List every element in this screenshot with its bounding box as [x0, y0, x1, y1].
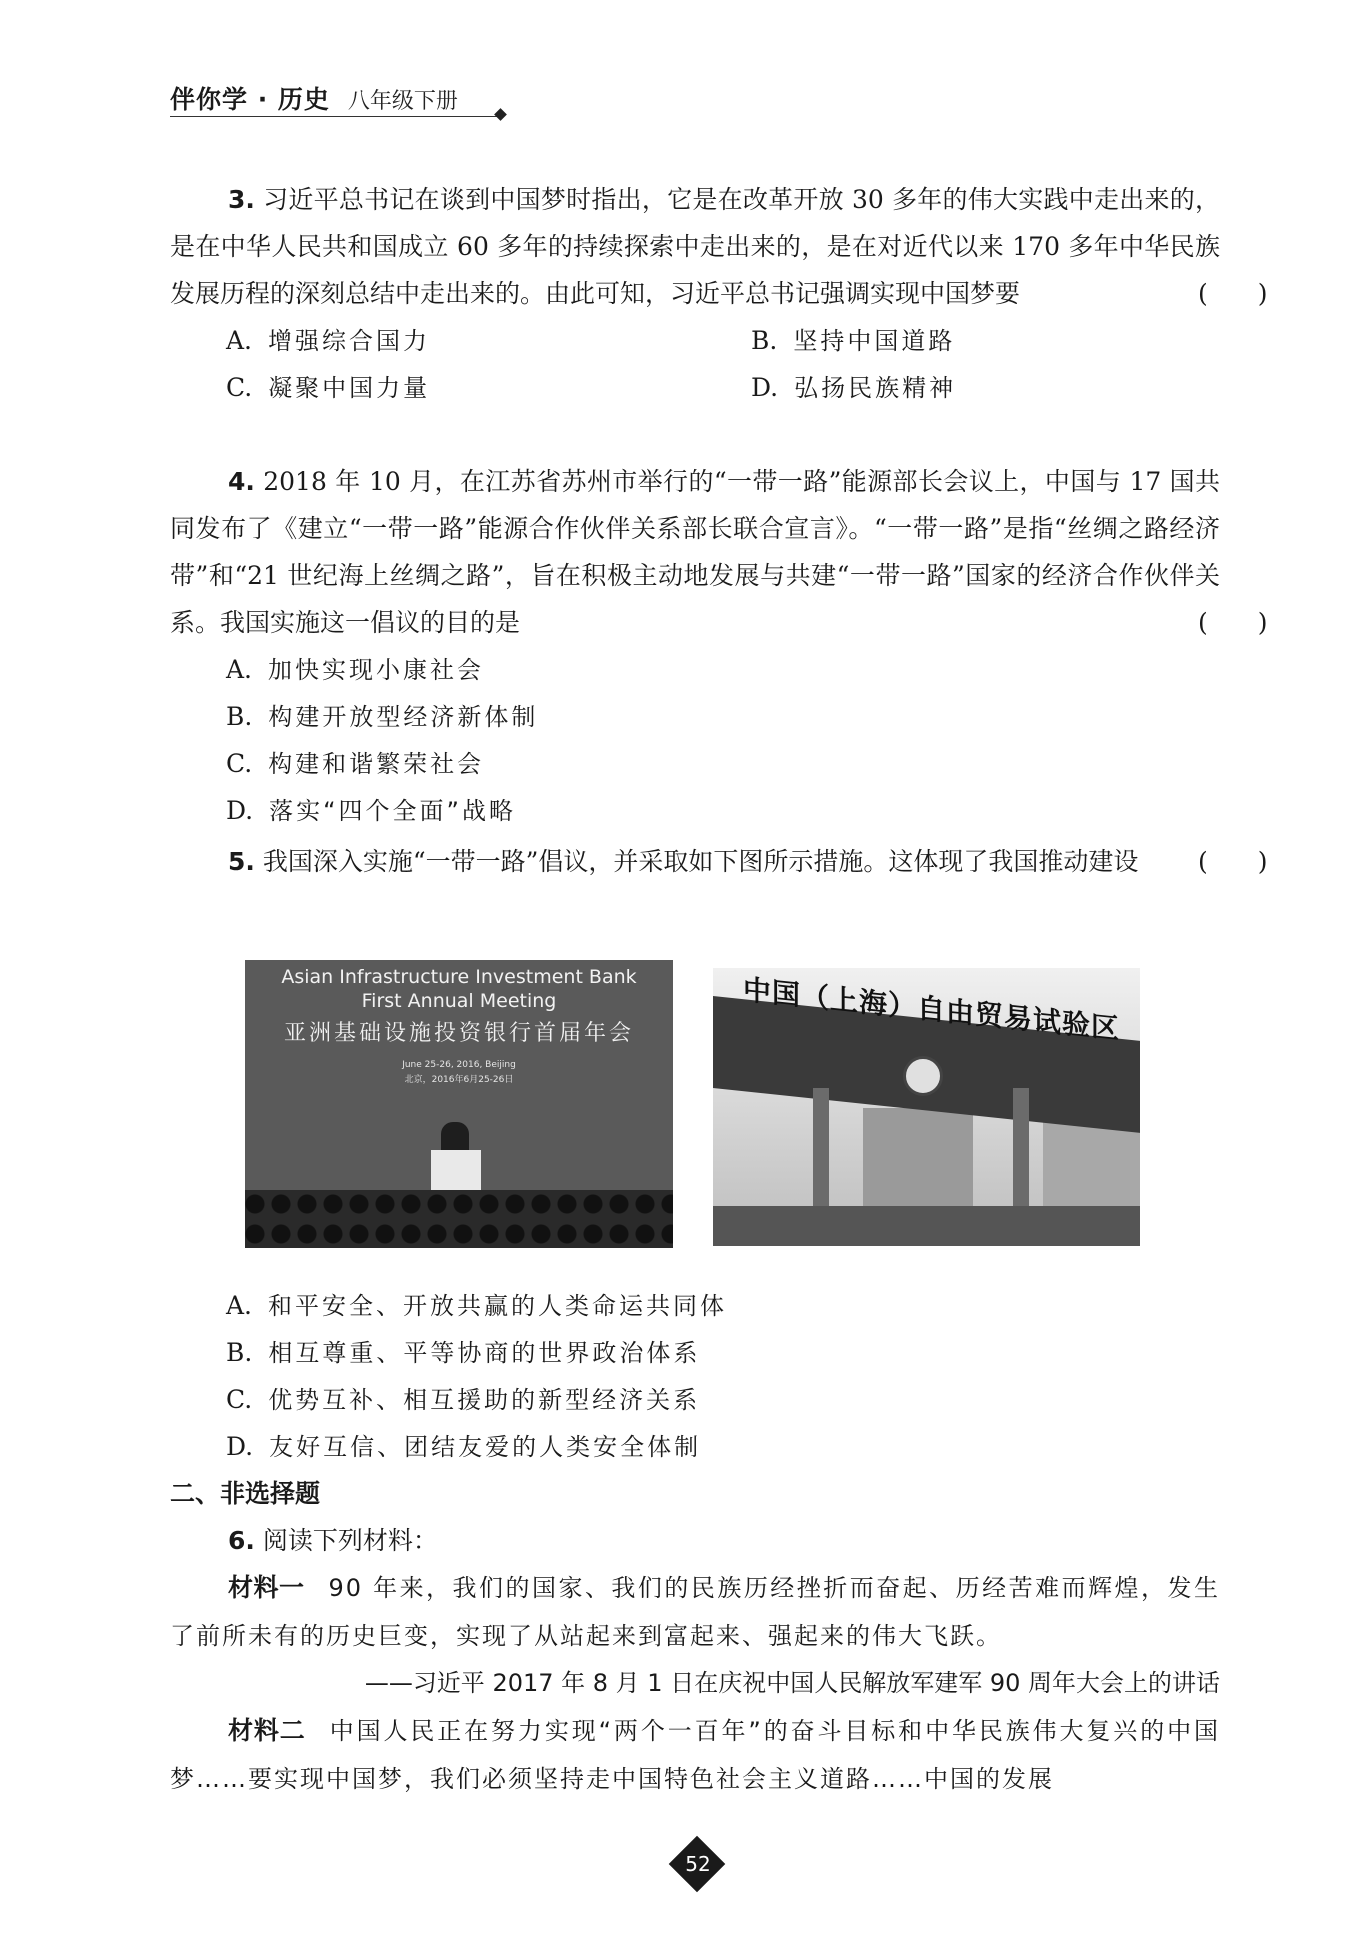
- ftz-sign: 中国（上海）自由贸易试验区: [743, 973, 1121, 1046]
- question-3-number: 3.: [228, 185, 255, 214]
- answer-blank[interactable]: ( ): [1198, 847, 1268, 876]
- question-5: [170, 838, 1268, 885]
- question-5-number: 5.: [228, 847, 255, 876]
- option-d[interactable]: D. 友好互信、团结友爱的人类安全体制: [226, 1432, 702, 1461]
- aiib-date-en: June 25-26, 2016, Beijing: [402, 1060, 516, 1070]
- answer-blank[interactable]: ( ): [1198, 608, 1268, 637]
- question-6-number: 6.: [228, 1526, 255, 1555]
- material-1-text: 90 年来，我们的国家、我们的民族历经挫折而奋起、历经苦难而辉煌，发生了前所未有的历史巨变，实现了从站起来到富起来、强起来的伟大飞跃。: [170, 1574, 1220, 1650]
- question-3: [170, 176, 1268, 411]
- page-number-badge: [673, 1840, 723, 1890]
- ground: [713, 1206, 1140, 1246]
- material-1-source: ——习近平 2017 年 8 月 1 日在庆祝中国人民解放军建军 90 周年大会上的讲话: [364, 1669, 1220, 1697]
- question-4-number: 4.: [228, 467, 255, 496]
- question-4-stem: [170, 458, 1268, 646]
- section-title: 二、非选择题: [170, 1479, 321, 1508]
- material-1: [170, 1564, 1220, 1660]
- question-5-options: [170, 1282, 1220, 1470]
- aiib-title-en-2: First Annual Meeting: [361, 990, 557, 1012]
- option-a[interactable]: A. 增强综合国力: [226, 326, 431, 355]
- book-grade: 八年级下册: [347, 89, 458, 114]
- option-b[interactable]: B. 构建开放型经济新体制: [226, 702, 539, 731]
- answer-blank[interactable]: ( ): [1198, 279, 1268, 308]
- material-2: [170, 1707, 1220, 1803]
- aiib-title-en-1: Asian Infrastructure Investment Bank: [281, 966, 637, 988]
- option-d[interactable]: D. 弘扬民族精神: [751, 373, 957, 402]
- page-header: [170, 80, 458, 116]
- book-brand: 伴你学 · 历史: [170, 85, 330, 114]
- question-4: [170, 458, 1268, 834]
- section-2: [170, 1470, 1220, 1803]
- question-3-text: 习近平总书记在谈到中国梦时指出，它是在改革开放 30 多年的伟大实践中走出来的，是在中华人民共和国成立 60 多年的持续探索中走出来的，是在对近代以来 170 多年中华民族发展历程的深刻总结中走出来的。由此可知，习近平总书记强调实现中国梦要: [170, 185, 1220, 308]
- question-5-text: 我国深入实施“一带一路”倡议，并采取如下图所示措施。这体现了我国推动建设: [262, 847, 1139, 876]
- material-1-label: 材料一: [228, 1573, 305, 1602]
- option-c[interactable]: C. 优势互补、相互援助的新型经济关系: [226, 1385, 701, 1414]
- option-c[interactable]: C. 凝聚中国力量: [226, 373, 431, 402]
- aiib-date-cn: 北京，2016年6月25-26日: [404, 1075, 514, 1085]
- aiib-title-cn: 亚洲基础设施投资银行首届年会: [283, 1021, 634, 1046]
- option-a[interactable]: A. 加快实现小康社会: [226, 655, 485, 684]
- question-3-stem: [170, 176, 1268, 317]
- page-number: 52: [685, 1852, 711, 1876]
- option-c[interactable]: C. 构建和谐繁荣社会: [226, 749, 485, 778]
- question-6-prompt: 6. 阅读下列材料：: [228, 1526, 438, 1555]
- material-2-label: 材料二: [228, 1716, 306, 1745]
- option-a[interactable]: A. 和平安全、开放共赢的人类命运共同体: [226, 1291, 728, 1320]
- option-d[interactable]: D. 落实“四个全面”战略: [226, 796, 516, 825]
- header-diamond-icon: [494, 108, 507, 121]
- ftz-gate-photo: [713, 968, 1140, 1246]
- header-rule: [170, 116, 500, 117]
- question-4-text: 2018 年 10 月，在江苏省苏州市举行的“一带一路”能源部长会议上，中国与 17 国共同发布了《建立“一带一路”能源合作伙伴关系部长联合宣言》。“一带一路”是指“丝绸之路经济带”和“21 世纪海上丝绸之路”，旨在积极主动地发展与共建“一带一路”国家的经济合作伙伴关系。我国实施这一倡议的目的是: [170, 467, 1220, 637]
- material-2-text: 中国人民正在努力实现“两个一百年”的奋斗目标和中华民族伟大复兴的中国梦……要实现中国梦，我们必须坚持走中国特色社会主义道路……中国的发展: [170, 1717, 1220, 1793]
- question-5-stem: [170, 838, 1268, 885]
- option-b[interactable]: B. 坚持中国道路: [751, 326, 956, 355]
- national-emblem-icon: [903, 1056, 943, 1096]
- audience: [245, 1190, 673, 1248]
- aiib-meeting-photo: [245, 960, 673, 1248]
- option-b[interactable]: B. 相互尊重、平等协商的世界政治体系: [226, 1338, 701, 1367]
